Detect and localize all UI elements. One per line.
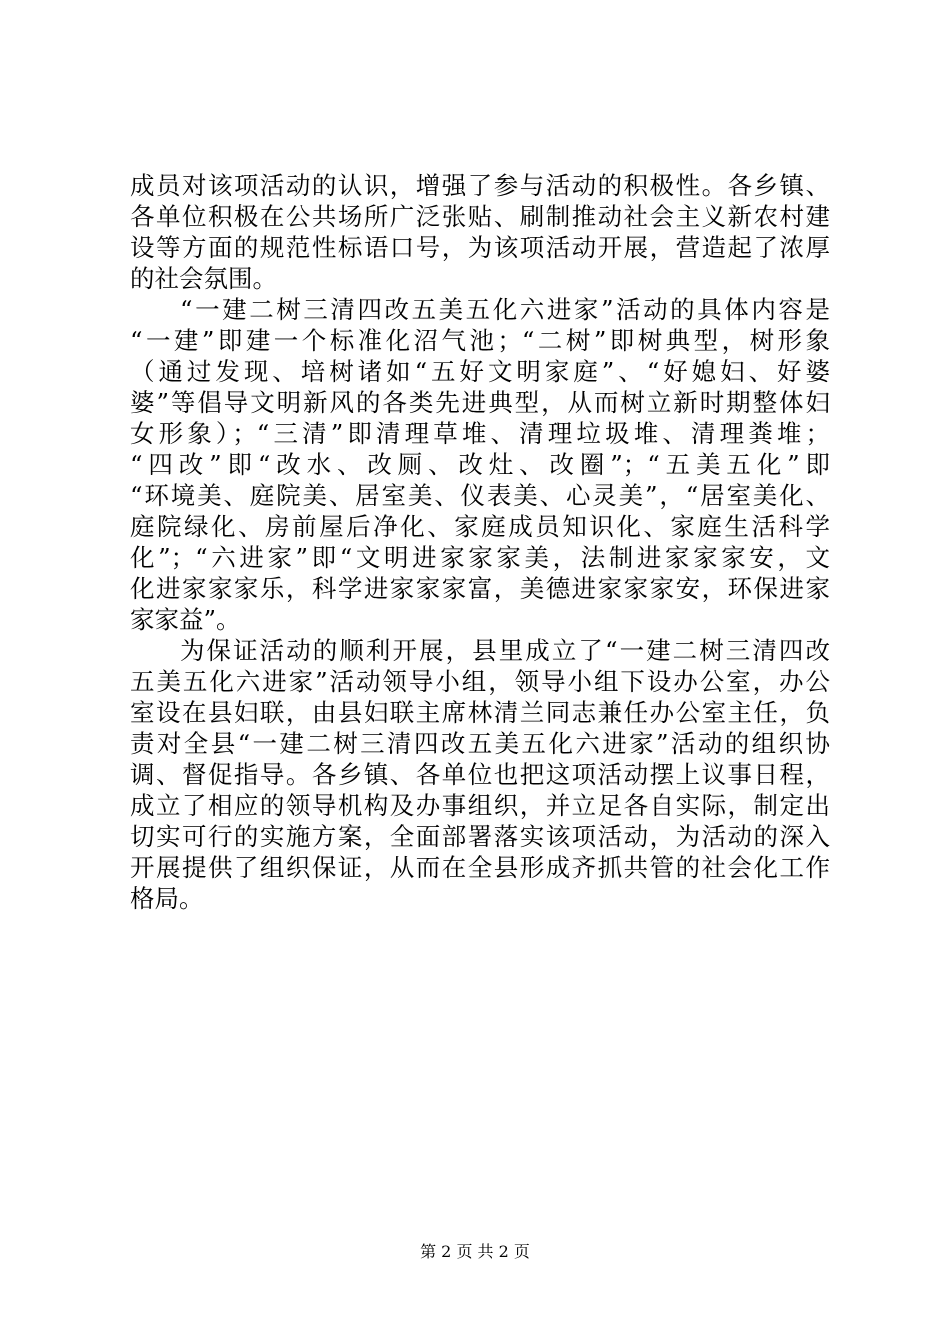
text-line: “一建”即建一个标准化沼气池；“二树”即树典型，树形象 [130, 326, 830, 355]
text-line: 室设在县妇联，由县妇联主席林清兰同志兼任办公室主任，负 [130, 698, 830, 727]
text-line: （通过发现、培树诸如“五好文明家庭”、“好媳妇、好婆 [130, 357, 830, 386]
text-line: 切实可行的实施方案，全面部署落实该项活动，为活动的深入 [130, 822, 830, 851]
text-line: 格局。 [130, 884, 204, 913]
text-line: 婆”等倡导文明新风的各类先进典型，从而树立新时期整体妇 [130, 388, 830, 417]
text-line: “一建二树三清四改五美五化六进家”活动的具体内容是 [180, 295, 830, 324]
text-line: “环境美、庭院美、居室美、仪表美、心灵美”，“居室美化、 [130, 481, 830, 510]
paragraph-3 [130, 635, 830, 914]
text-line: 设等方面的规范性标语口号，为该项活动开展，营造起了浓厚 [130, 233, 830, 262]
text-line: 成立了相应的领导机构及办事组织，并立足各自实际，制定出 [130, 791, 830, 820]
text-line: 成员对该项活动的认识，增强了参与活动的积极性。各乡镇、 [130, 171, 830, 200]
paragraph-1 [130, 170, 830, 294]
document-body [130, 170, 830, 914]
text-line: 化进家家家乐，科学进家家家富，美德进家家家安，环保进家 [130, 574, 830, 603]
page-number-footer: 第 2 页 共 2 页 [420, 1242, 530, 1261]
text-line: 女形象）；“三清”即清理草堆、清理垃圾堆、清理粪堆； [130, 419, 830, 448]
paragraph-2 [130, 294, 830, 635]
text-line: 家家益”。 [130, 605, 241, 634]
text-line: 五美五化六进家”活动领导小组，领导小组下设办公室，办公 [130, 667, 830, 696]
text-line: 各单位积极在公共场所广泛张贴、刷制推动社会主义新农村建 [130, 202, 830, 231]
text-line: “四改”即“改水、改厕、改灶、改圈”；“五美五化”即 [130, 450, 830, 479]
text-line: 责对全县“一建二树三清四改五美五化六进家”活动的组织协 [130, 729, 830, 758]
text-line: 调、督促指导。各乡镇、各单位也把这项活动摆上议事日程， [130, 760, 830, 789]
text-line: 化”；“六进家”即“文明进家家家美，法制进家家家安，文 [130, 543, 830, 572]
text-line: 为保证活动的顺利开展，县里成立了“一建二树三清四改 [180, 636, 830, 665]
text-line: 开展提供了组织保证，从而在全县形成齐抓共管的社会化工作 [130, 853, 830, 882]
text-line: 的社会氛围。 [130, 264, 277, 293]
text-line: 庭院绿化、房前屋后净化、家庭成员知识化、家庭生活科学 [130, 512, 830, 541]
